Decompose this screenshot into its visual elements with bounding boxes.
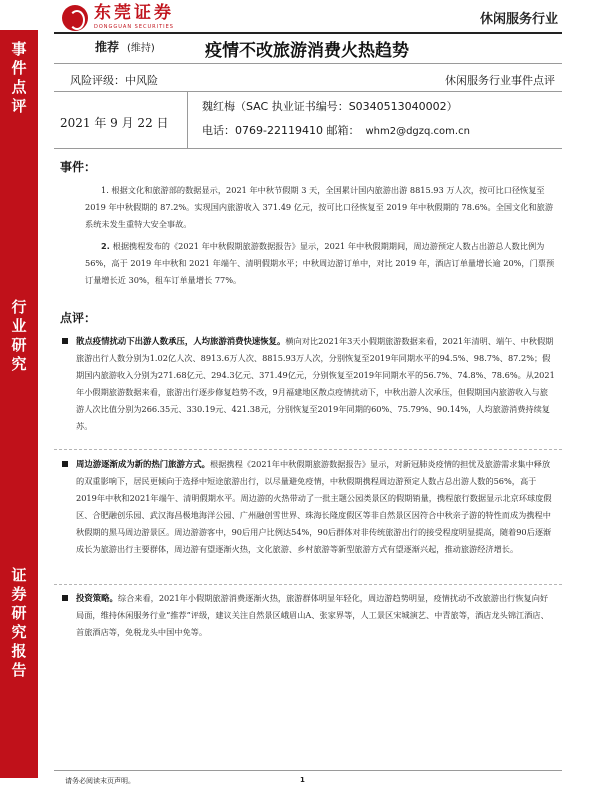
page-number: 1 xyxy=(300,776,305,784)
bullet-text: 综合来看，2021年小假期旅游消费逐渐火热，旅游群体明显年轻化，周边游趋势明显，疫情扰动不改旅游出行恢复向好局面，维持休闲服务行业“推荐”评级，建议关注自然景区峨眉山A、张家界等，人工景区宋城演艺、中青旅等，酒店龙头锦江酒店、首旅酒店等，免税龙头中国中免等。 xyxy=(76,593,549,637)
review-bullet xyxy=(62,590,556,641)
contact-info xyxy=(202,122,470,138)
bullet-lead: 散点疫情扰动下出游人数承压，人均旅游消费快速恢复。 xyxy=(76,336,286,346)
risk-rating: 风险评级：中风险 xyxy=(70,74,158,87)
report-date: 2021 年 9 月 22 日 xyxy=(60,116,169,130)
event-paragraph-2-text: 根据携程发布的《2021 年中秋假期旅游数据报告》显示，2021 年中秋假期期间，周边游预定人数占出游总人数比例为 56%，高于 2019 年中秋和 2021 年端午、清明假期水平；中秋周边游订单中，对比 2019 年，酒店订单量增长逾 20%，门票预订量增长近 30%，租车订单量增长 77%。 xyxy=(85,241,555,285)
dashed-divider xyxy=(54,449,562,450)
analyst-info: 魏红梅（SAC 执业证书编号：S0340513040002） xyxy=(202,100,458,113)
logo-name: 东莞证券 xyxy=(94,3,174,23)
divider xyxy=(54,63,562,64)
sidebar xyxy=(0,30,38,778)
bullet-square-icon xyxy=(62,338,68,344)
contact-phone: 电话：0769-22119410 邮箱： xyxy=(202,124,360,137)
contact-email[interactable]: whm2@dgzq.com.cn xyxy=(365,126,470,137)
logo-english: DONGGUAN SECURITIES xyxy=(94,24,174,30)
sidebar-label-event-review: 事件点评 xyxy=(11,40,27,115)
recommendation-rating: 推荐 xyxy=(95,40,120,54)
sidebar-label-securities-report: 证券研究报告 xyxy=(11,566,27,679)
bullet-text: 根据携程《2021年中秋假期旅游数据报告》显示，对新冠肺炎疫情的担忧及旅游需求集中释放的双重影响下，居民更倾向于选择中短途旅游出行，以尽量避免疫情，中秋假期携程周边游预定人数占总出游人数的56%，高于2019年中秋和2021年端午、清明假期水平。周边游的火热带动了一批主题公园类景区的假期销量，携程旅行数据显示北京环球度假区、合肥融创乐园、武汉海昌极地海洋公园、广州融创雪世界、珠海长隆度假区等非自然景区因符合中秋亲子游的特性而成为携程中秋假期的黑马周边游景区。周边游游客中，90后用户比例达54%，90后群体对非传统旅游出行的接受程度明显提高，随着90后逐渐成长为旅游出行主要群体，周边游有望逐渐火热，文化旅游、乡村旅游等新型旅游方式有望逐渐兴起，推动旅游经济增长。 xyxy=(76,459,552,554)
bullet-square-icon xyxy=(62,595,68,601)
dashed-divider xyxy=(54,584,562,585)
event-paragraph-2-number: 2. xyxy=(101,241,113,251)
sidebar-label-industry-research: 行业研究 xyxy=(11,298,27,373)
footer-divider xyxy=(54,770,562,771)
bullet-square-icon xyxy=(62,461,68,467)
divider xyxy=(54,91,562,92)
event-heading: 事件： xyxy=(60,160,97,174)
event-paragraph-2 xyxy=(85,238,555,289)
company-logo xyxy=(62,4,174,31)
review-heading: 点评： xyxy=(60,311,97,325)
bullet-text: 横向对比2021年3天小假期旅游数据来看，2021年清明、端午、中秋假期旅游出行人数分别为1.02亿人次、8913.6万人次、8815.93万人次，分别恢复至2019年同期水平的94.5%、98.7%、87.2%；假期国内旅游收入分别为271.68亿元、294.3亿元、371.49亿元，分别恢复至2019年同期水平的56.7%、74.8%、78.6%。从2021年小假期旅游数据来看，旅游出行逐步修复趋势不改，9月福建地区散点疫情扰动下，中秋出游人次承压，但假期国内旅游收入与旅游人次比值分别为266.35元、330.19元、421.38元，分别恢复至2019年同期的60%、75.79%、90.14%，人均旅游消费持续复苏。 xyxy=(76,336,555,431)
report-subtitle: 休闲服务行业事件点评 xyxy=(445,74,555,87)
review-bullet xyxy=(62,333,556,435)
industry-label: 休闲服务行业 xyxy=(479,12,558,27)
divider xyxy=(54,148,562,149)
event-paragraph-1: 1. 根据文化和旅游部的数据显示，2021 年中秋节假期 3 天，全国累计国内旅游出游 8815.93 万人次，按可比口径恢复至 2019 年中秋假期的 87.2%。实现国内旅游收入 371.49 亿元，按可比口径恢复至 2019 年中秋假期的 78.6%。全国文化和旅游系统未发生重特大安全事故。 xyxy=(85,185,554,229)
footer-disclaimer: 请务必阅读末页声明。 xyxy=(65,777,135,785)
report-title: 疫情不改旅游消费火热趋势 xyxy=(205,41,409,61)
logo-emblem-icon xyxy=(62,5,88,31)
bullet-lead: 投资策略。 xyxy=(76,593,118,603)
review-bullet xyxy=(62,456,556,558)
recommendation-status: (维持) xyxy=(127,43,155,54)
recommendation xyxy=(95,38,155,55)
header-divider xyxy=(54,32,562,34)
vertical-divider xyxy=(187,92,188,148)
bullet-lead: 周边游逐渐成为新的热门旅游方式。 xyxy=(76,459,210,469)
